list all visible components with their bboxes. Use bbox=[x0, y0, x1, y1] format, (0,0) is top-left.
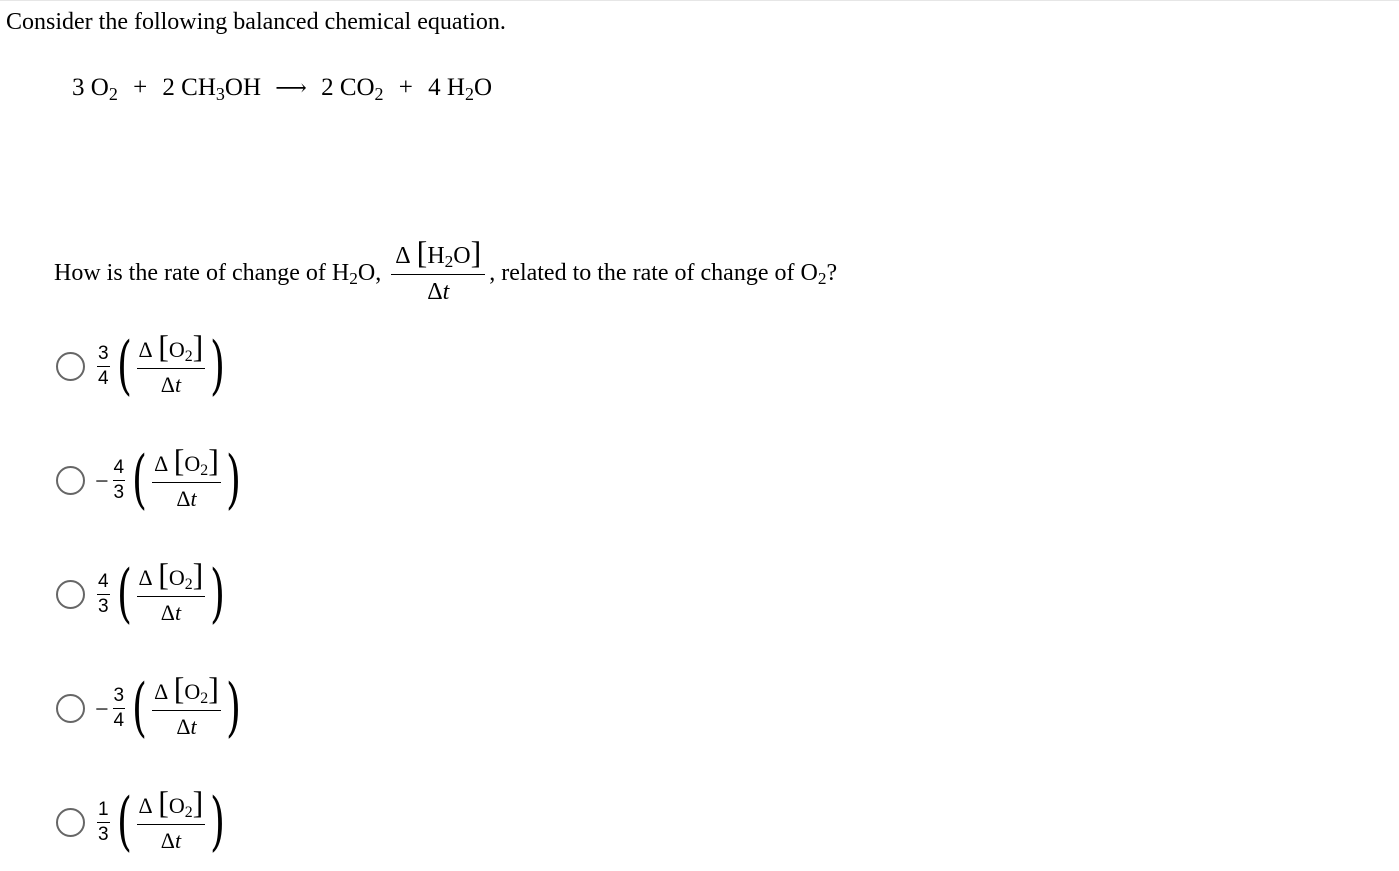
right-paren: ) bbox=[210, 329, 226, 403]
o2-rate-numerator: Δ $[O_2]$ bbox=[137, 790, 206, 825]
radio-button[interactable] bbox=[56, 352, 85, 381]
o2-rate-denominator: Δt bbox=[176, 714, 197, 739]
answer-option[interactable] bbox=[56, 440, 246, 520]
top-divider bbox=[0, 0, 1399, 1]
radio-button[interactable] bbox=[56, 466, 85, 495]
question-part-2: , related to the rate of change of $O_2$? bbox=[489, 260, 838, 289]
h2o-rate-denominator: Δt bbox=[427, 279, 450, 305]
reaction-arrow-icon: ⟶ bbox=[275, 75, 307, 100]
o2-rate-fraction bbox=[137, 328, 206, 398]
o2-rate-numerator: Δ $[O_2]$ bbox=[137, 562, 206, 597]
right-paren: ) bbox=[210, 785, 226, 859]
coefficient-fraction bbox=[97, 799, 110, 846]
o2-rate-denominator: Δt bbox=[160, 828, 182, 853]
answer-option[interactable] bbox=[56, 554, 230, 634]
eq-coef-4: 4 bbox=[428, 74, 441, 101]
coefficient-denominator: 4 bbox=[113, 709, 125, 731]
eq-plus-2: + bbox=[398, 74, 413, 101]
radio-button[interactable] bbox=[56, 694, 85, 723]
eq-plus-1: + bbox=[133, 74, 148, 101]
answer-option[interactable] bbox=[56, 326, 230, 406]
eq-coef-1: 3 bbox=[72, 74, 85, 101]
eq-coef-3: 2 bbox=[321, 74, 334, 101]
left-paren: ( bbox=[116, 557, 132, 631]
option-expression bbox=[95, 784, 230, 859]
o2-rate-denominator: Δt bbox=[176, 486, 197, 511]
coefficient-numerator: 3 bbox=[97, 343, 110, 367]
o2-rate-denominator: Δt bbox=[160, 372, 182, 397]
coefficient-numerator: 3 bbox=[113, 685, 126, 709]
coefficient-denominator: 4 bbox=[98, 367, 109, 389]
left-paren: ( bbox=[116, 329, 132, 403]
o2-rate-numerator: Δ $[O_2]$ bbox=[137, 334, 206, 369]
option-expression bbox=[95, 556, 230, 631]
option-expression bbox=[95, 670, 246, 745]
coefficient-fraction bbox=[113, 685, 126, 732]
h2o-rate-fraction bbox=[391, 234, 485, 307]
coefficient-fraction bbox=[113, 457, 126, 504]
eq-species-o2: $O_2$ bbox=[90, 74, 118, 104]
minus-sign: − bbox=[95, 468, 109, 495]
o2-rate-fraction bbox=[152, 670, 221, 740]
minus-sign: − bbox=[95, 696, 109, 723]
option-expression bbox=[95, 442, 246, 517]
eq-species-co2: $CO_2$ bbox=[339, 74, 384, 104]
right-paren: ) bbox=[225, 443, 241, 517]
coefficient-denominator: 3 bbox=[98, 595, 109, 617]
h2o-rate-numerator: Δ $[H_2O]$ bbox=[391, 240, 485, 275]
o2-rate-numerator: Δ $[O_2]$ bbox=[152, 448, 221, 483]
coefficient-fraction bbox=[97, 343, 110, 390]
left-paren: ( bbox=[132, 443, 148, 517]
right-paren: ) bbox=[225, 671, 241, 745]
coefficient-numerator: 1 bbox=[97, 799, 110, 823]
eq-species-ch3oh: $CH_3OH$ bbox=[181, 74, 262, 104]
o2-rate-fraction bbox=[152, 442, 221, 512]
question-prompt bbox=[54, 234, 838, 307]
coefficient-numerator: 4 bbox=[113, 457, 126, 481]
eq-species-h2o: $H_2O$ bbox=[446, 74, 493, 104]
right-paren: ) bbox=[210, 557, 226, 631]
radio-button[interactable] bbox=[56, 580, 85, 609]
o2-rate-denominator: Δt bbox=[160, 600, 182, 625]
o2-rate-fraction bbox=[137, 556, 206, 626]
eq-coef-2: 2 bbox=[162, 74, 175, 101]
left-paren: ( bbox=[116, 785, 132, 859]
chemical-equation bbox=[72, 72, 492, 104]
answer-option[interactable] bbox=[56, 782, 230, 862]
intro-text: Consider the following balanced chemical equation. bbox=[6, 9, 506, 35]
coefficient-denominator: 3 bbox=[113, 481, 125, 503]
coefficient-numerator: 4 bbox=[97, 571, 110, 595]
coefficient-denominator: 3 bbox=[98, 823, 109, 845]
o2-rate-fraction bbox=[137, 784, 206, 854]
option-expression bbox=[95, 328, 230, 403]
o2-rate-numerator: Δ $[O_2]$ bbox=[152, 676, 221, 711]
left-paren: ( bbox=[132, 671, 148, 745]
question-part-1: How is the rate of change of $H_2O$, bbox=[54, 260, 382, 289]
answer-option[interactable] bbox=[56, 668, 246, 748]
radio-button[interactable] bbox=[56, 808, 85, 837]
coefficient-fraction bbox=[97, 571, 110, 618]
